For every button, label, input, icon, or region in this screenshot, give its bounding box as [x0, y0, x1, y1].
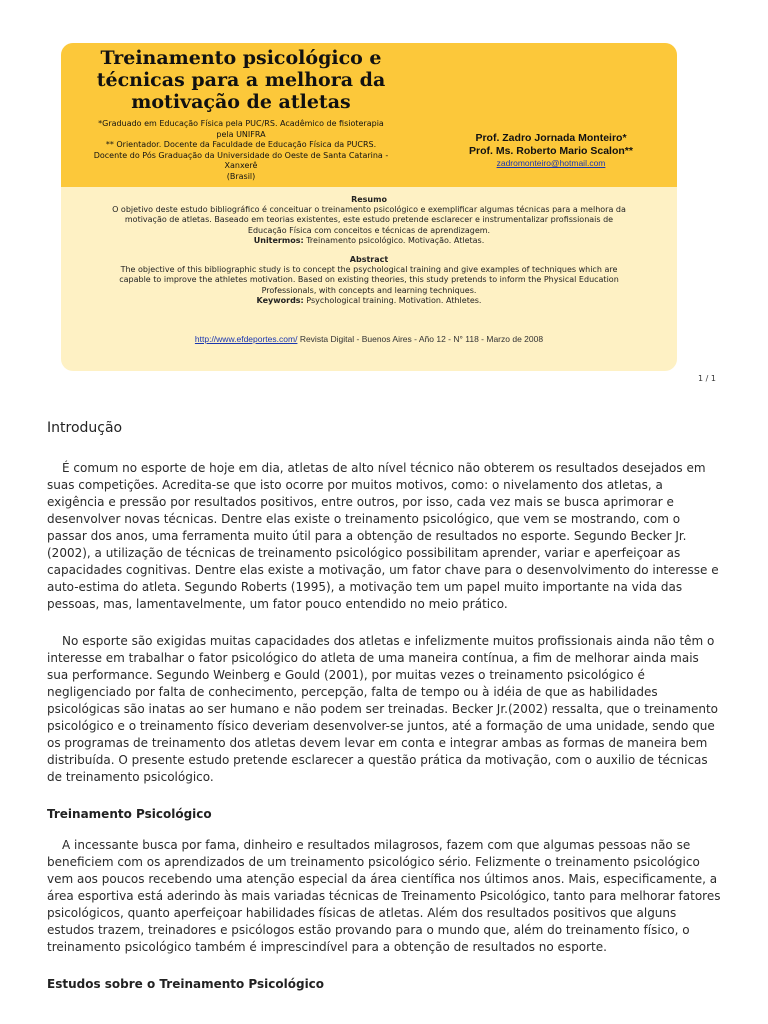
affiliation-line: (Brasil) [226, 171, 256, 181]
abstract-keywords-label: Keywords: [256, 295, 304, 305]
affiliation-line: ** Orientador. Docente da Faculdade de Educação Física da PUCRS. Docente do Pós Graduação da Universidade do Oeste de Santa Catarina - Xanxerê [93, 140, 389, 170]
author-email-link[interactable]: zadromonteiro@hotmail.com [496, 158, 606, 168]
citation-line [61, 334, 677, 344]
efdeportes-link[interactable]: http://www.efdeportes.com/ [194, 334, 298, 344]
section-heading: Treinamento Psicológico [47, 807, 212, 821]
resumo-heading: Resumo [351, 195, 387, 204]
abstract-block [111, 195, 627, 306]
header-banner [61, 43, 677, 371]
affiliation-block [89, 119, 393, 182]
body-paragraph: É comum no esporte de hoje em dia, atletas de alto nível técnico não obterem os resultados desejados em suas competições. Acredita-se que isto ocorre por muitos motivos, como: o nivelamento dos atletas, a exigência e pressão por resultados positivos, entre outros, por isso, cada vez mais se busca aprimorar e desenvolver novas técnicas. Dentre elas existe o treinamento psicológico, que vem se mostrando, com o passar dos anos, uma ferramenta muito útil para a obtenção de resultados no esporte. Segundo Becker Jr. (2002), a utilização de técnicas de treinamento psicológico possibilitam aprender, variar e aperfeiçoar as capacidades cognitivas. Dentre elas existe a motivação, um fator chave para o desenvolvimento do interesse e auto-estima do atleta. Segundo Roberts (1995), a motivação tem um papel muito importante na vida das pessoas, mas, lamentavelmente, um fator pouco entendido no meio prático. [47, 461, 719, 611]
article-body [47, 418, 723, 1007]
article-title: Treinamento psicológico e técnicas para a melhora da motivação de atletas [96, 47, 386, 113]
author-name: Prof. Ms. Roberto Mario Scalon** [469, 145, 633, 157]
resumo-text: O objetivo deste estudo bibliográfico é conceituar o treinamento psicológico e exemplificar algumas técnicas para a melhora da motivação de atletas. Baseado em teorias existentes, este estudo pretende esclarecer e instrumentalizar profissionais de Educação Física com conceitos e técnicas de aprendizagem. [112, 205, 626, 235]
resumo-keywords [111, 236, 627, 246]
resumo-keywords-text: Treinamento psicológico. Motivação. Atletas. [306, 235, 485, 245]
affiliation-line: *Graduado em Educação Física pela PUC/RS. Acadêmico de fisioterapia pela UNIFRA [98, 119, 384, 139]
body-paragraph: No esporte são exigidas muitas capacidades dos atletas e infelizmente muitos profissionais ainda não têm o interesse em trabalhar o fator psicológico do atleta de uma maneira contínua, a fim de melhorar ainda mais sua performance. Segundo Weinberg e Gould (2001), por muitas vezes o treinamento psicológico é negligenciado por falta de conhecimento, percepção, falta de tempo ou à idéia de que as habilidades psicológicas são inatas ao ser humano e não podem ser treinadas. Becker Jr.(2002) ressalta, que o treinamento psicológico e o treinamento físico deveriam desenvolver-se juntos, até a formação de uma unidade, sendo que os programas de treinamento dos atletas devem levar em conta e integrar ambas as formas de maneira bem distribuída. O presente estudo pretende esclarecer a questão prática da motivação, com o auxilio de técnicas de treinamento psicológico. [47, 634, 718, 784]
abstract-heading: Abstract [349, 255, 389, 265]
section-heading: Estudos sobre o Treinamento Psicológico [47, 977, 325, 991]
intro-heading: Introdução [47, 420, 123, 436]
resumo-keywords-label: Unitermos: [253, 235, 304, 245]
abstract-text: The objective of this bibliographic study is to concept the psychological training and give examples of techniques which are capable to improve the athletes motivation. Based on existing theories, this study pretends to inform the Physical Education Professionals, with concepts and learning techniques. [119, 265, 619, 295]
abstract-keywords-text: Psychological training. Motivation. Athletes. [306, 295, 482, 305]
abstract-keywords [111, 296, 627, 306]
author-name: Prof. Zadro Jornada Monteiro* [475, 132, 627, 144]
authors-block [431, 132, 671, 169]
banner-top-panel [61, 43, 677, 187]
body-paragraph: A incessante busca por fama, dinheiro e resultados milagrosos, fazem com que algumas pessoas não se beneficiem com os aprendizados de um treinamento psicológico sério. Felizmente o treinamento psicológico vem aos poucos recebendo uma atenção especial da área científica nos últimos anos. Mais, especificamente, a área esportiva está aderindo às mais variadas técnicas de Treinamento Psicológico, tanto para melhorar fatores psicológicos, quanto aperfeiçoar habilidades físicas de atletas. Além dos resultados positivos que alguns estudos trazem, treinadores e psicólogos estão provando para o mundo que, além do treinamento físico, o treinamento psicológico também é imprescindível para a obtenção de resultados no esporte. [47, 838, 721, 954]
citation-text: Revista Digital - Buenos Aires - Año 12 - N° 118 - Marzo de 2008 [299, 334, 544, 344]
page-counter: 1 / 1 [698, 374, 716, 383]
